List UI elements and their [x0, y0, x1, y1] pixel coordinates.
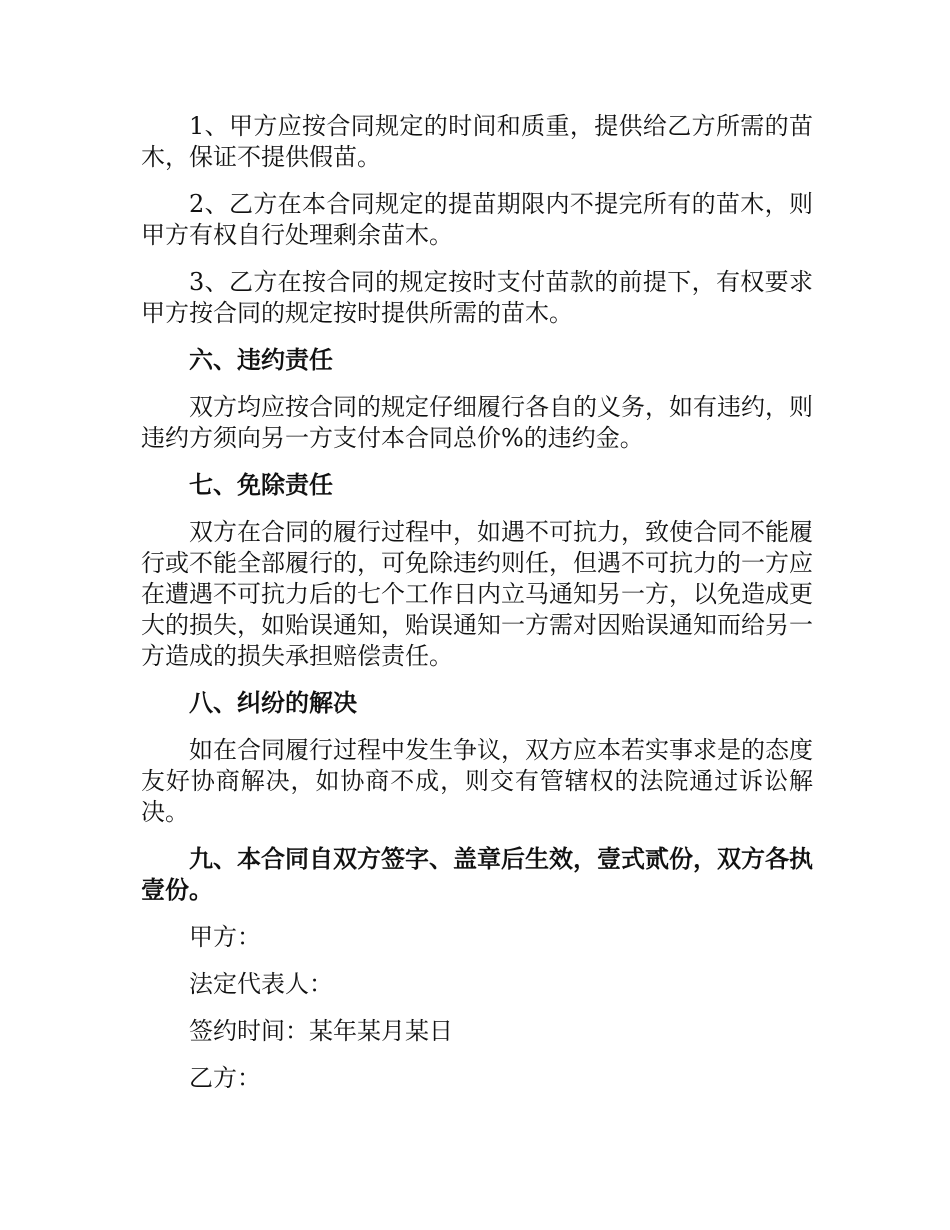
- section-heading-dispute: 八、纠纷的解决: [189, 689, 357, 717]
- section-body-breach: 双方均应按合同的规定仔细履行各自的义务，如有违约，则违约方须向另一方支付本合同总价%的违约金。: [141, 393, 813, 452]
- signature-party-a: 甲方：: [189, 923, 261, 951]
- section-body-dispute: 如在合同履行过程中发生争议，双方应本若实事求是的态度友好协商解决，如协商不成，则交有管辖权的法院通过诉讼解决。: [141, 736, 813, 826]
- section-body-exemption: 双方在合同的履行过程中，如遇不可抗力，致使合同不能履行或不能全部履行的，可免除违约则任，但遇不可抗力的一方应在遭遇不可抗力后的七个工作日内立马通知另一方，以免造成更大的损失，如贻误通知，贻误通知一方需对因贻误通知而给另一方造成的损失承担赔偿责任。: [141, 518, 813, 670]
- clause-paragraph-2: 2、乙方在本合同规定的提苗期限内不提完所有的苗木，则甲方有权自行处理剩余苗木。: [141, 190, 813, 249]
- signature-legal-rep: 法定代表人：: [189, 970, 333, 998]
- contract-body: [141, 111, 813, 1110]
- signature-date: 签约时间：某年某月某日: [189, 1017, 453, 1045]
- section-heading-exemption: 七、免除责任: [189, 471, 333, 499]
- clause-paragraph-3: 3、乙方在按合同的规定按时支付苗款的前提下，有权要求甲方按合同的规定按时提供所需的苗木。: [141, 268, 813, 327]
- signature-party-b: 乙方：: [189, 1064, 261, 1092]
- section-heading-effect: 九、本合同自双方签字、盖章后生效，壹式贰份，双方各执壹份。: [141, 845, 813, 904]
- section-heading-breach: 六、违约责任: [189, 346, 333, 374]
- clause-paragraph-1: 1、甲方应按合同规定的时间和质重，提供给乙方所需的苗木，保证不提供假苗。: [141, 112, 813, 171]
